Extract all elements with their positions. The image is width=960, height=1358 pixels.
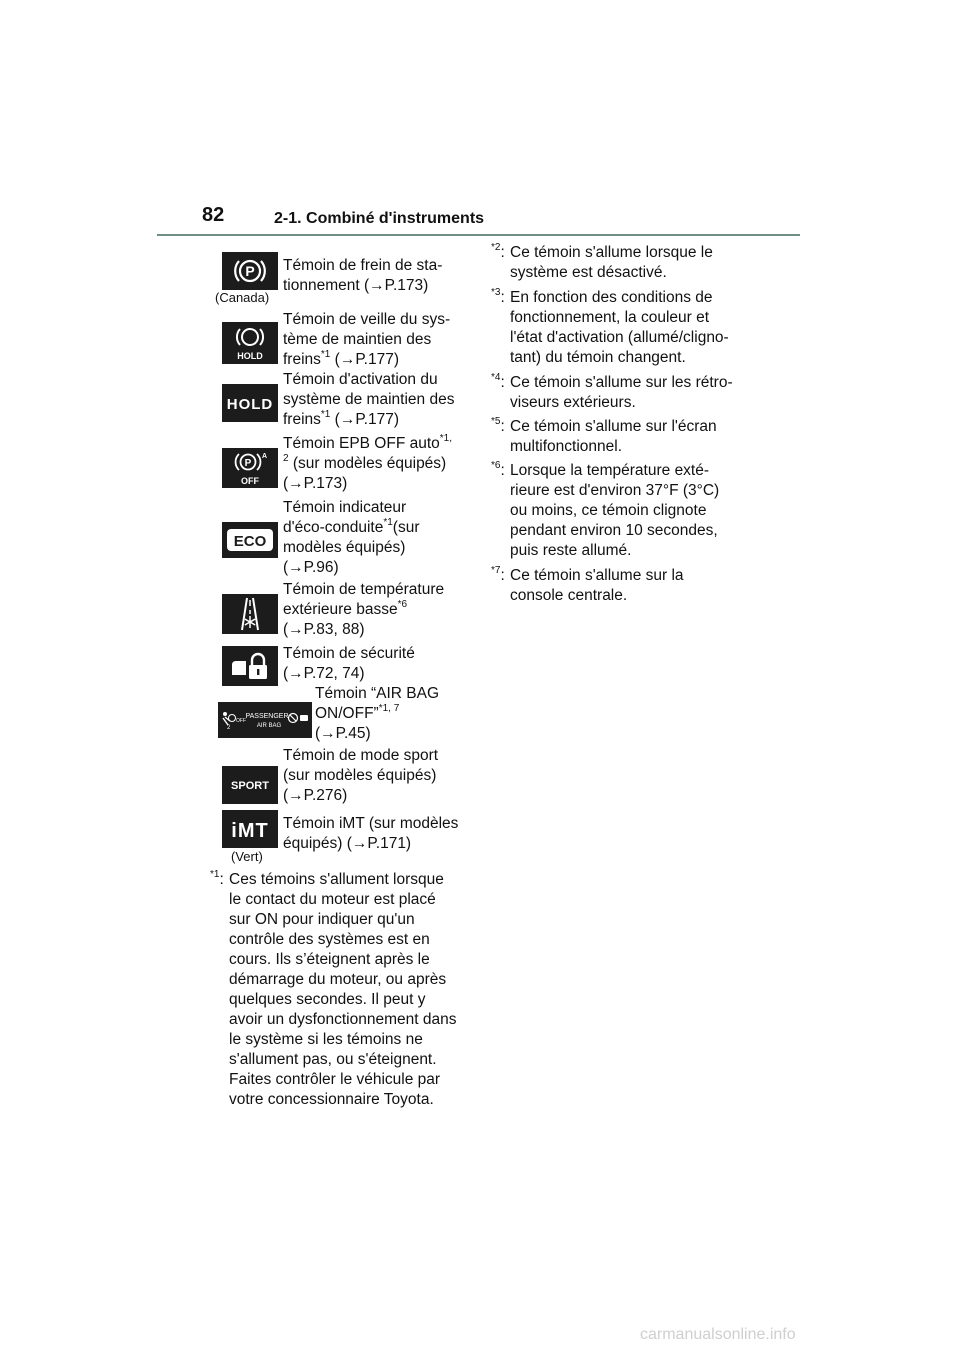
footnote-ref: *1 (383, 517, 393, 528)
desc-text: Témoin EPB OFF auto (283, 435, 440, 452)
desc-line (283, 350, 450, 370)
desc-text: (→P.177) (330, 351, 399, 368)
desc-line (283, 600, 444, 620)
footnote-line: Faites contrôler le véhicule par (229, 1071, 441, 1088)
indicator-row-brake-hold-standby (210, 308, 480, 370)
desc-line (283, 410, 454, 430)
footnote-2 (491, 243, 761, 283)
desc-text: d'éco-conduite (283, 519, 384, 536)
indicator-description (283, 580, 444, 640)
footnote-line: cours. Ils s’éteignent après le (229, 951, 430, 968)
footnote-line: viseurs extérieurs. (510, 394, 636, 411)
footnote-line: votre concessionnaire Toyota. (229, 1091, 434, 1108)
desc-line: Témoin de frein de sta- (283, 257, 443, 274)
footnote-text (510, 243, 713, 283)
footnote-6 (491, 461, 761, 561)
footnote-ref: *6 (397, 599, 408, 610)
svg-text:P: P (245, 263, 255, 279)
header-divider (157, 234, 800, 236)
indicator-row-imt (210, 810, 480, 872)
footnote-marker: *3 (491, 287, 501, 298)
icon-caption-canada: (Canada) (215, 290, 270, 305)
svg-text:SPORT: SPORT (231, 780, 269, 792)
indicator-description (283, 434, 452, 494)
indicator-row-sport-mode (210, 746, 480, 808)
svg-text:HOLD: HOLD (237, 351, 263, 361)
footnote-line: fonctionnement, la couleur et (510, 309, 710, 326)
desc-text: extérieure basse (283, 601, 398, 618)
brake-hold-standby-icon (222, 322, 278, 364)
desc-line (283, 454, 452, 474)
desc-line (283, 518, 420, 538)
indicator-description (283, 814, 458, 854)
footnote-line: rieure est d'environ 37°F (3°C) (510, 482, 720, 499)
desc-line: Témoin de veille du sys- (283, 311, 451, 328)
desc-line: Témoin indicateur (283, 499, 407, 516)
footnote-text (510, 288, 729, 368)
indicator-description (283, 370, 454, 430)
footnote-line: sur ON pour indiquer qu'un (229, 911, 415, 928)
desc-line: tionnement (→P.173) (283, 277, 429, 294)
footnote-line: le contact du moteur est placé (229, 891, 436, 908)
footnote-key: $^{*5}$: (491, 416, 505, 435)
svg-text:iMT: iMT (231, 820, 269, 842)
epb-off-icon (222, 448, 278, 488)
footnote-line: Ce témoin s'allume sur la (510, 567, 684, 584)
desc-line: (→P.173) (283, 475, 348, 492)
indicator-description (283, 644, 415, 684)
footnote-line: avoir un dysfonctionnement dans (229, 1011, 457, 1028)
svg-text:OFF: OFF (236, 718, 246, 724)
desc-line: Témoin de température (283, 581, 445, 598)
icon-caption-green: (Vert) (231, 849, 263, 864)
footnote-text (229, 870, 456, 1110)
footnote-marker: *7 (491, 565, 501, 576)
indicator-description (283, 256, 442, 296)
svg-text:HOLD: HOLD (226, 396, 274, 413)
indicator-row-parking-brake (210, 252, 480, 310)
footnote-ref: *1, 7 (378, 703, 400, 714)
desc-text: (sur (392, 519, 420, 536)
footnote-line: s'allument pas, ou s'éteignent. (229, 1051, 437, 1068)
svg-text:P: P (244, 458, 252, 469)
desc-line: Témoin iMT (sur modèles (283, 815, 459, 832)
desc-line: système de maintien des (283, 391, 455, 408)
desc-line: (sur modèles équipés) (283, 767, 437, 784)
footnote-line: Ce témoin s'allume sur l'écran (510, 418, 717, 435)
svg-text:2: 2 (227, 725, 231, 731)
footnote-key: $^{*7}$: (491, 565, 505, 584)
footnote-ref: *1 (320, 349, 331, 360)
airbag-on-off-icon (218, 702, 312, 738)
footnote-line: démarrage du moteur, ou après (229, 971, 447, 988)
footnote-text (510, 373, 733, 413)
footnote-line: multifonctionnel. (510, 438, 623, 455)
indicator-description (283, 310, 450, 370)
footnote-marker: *4 (491, 372, 501, 383)
footnote-key: $^{*3}$: (491, 287, 505, 306)
desc-text: ON/OFF” (315, 705, 379, 722)
watermark: carmanualsonline.info (640, 1326, 796, 1343)
svg-text:OFF: OFF (241, 476, 259, 486)
desc-text: freins (283, 351, 321, 368)
footnote-7 (491, 566, 761, 606)
footnote-key: $^{*1}$: (210, 869, 224, 888)
footnote-marker: *1 (210, 869, 220, 880)
desc-line: Témoin d'activation du (283, 371, 438, 388)
footnote-line: contrôle des systèmes est en (229, 931, 430, 948)
footnote-line: Ce témoin s'allume sur les rétro- (510, 374, 733, 391)
desc-line (283, 434, 452, 454)
desc-line: équipés) (→P.171) (283, 835, 412, 852)
imt-icon (222, 810, 278, 848)
desc-line: Témoin de sécurité (283, 645, 415, 662)
svg-text:A: A (262, 453, 268, 460)
indicator-row-eco (210, 496, 480, 580)
footnote-3 (491, 288, 761, 368)
low-temperature-icon (222, 594, 278, 634)
footnote-line: système est désactivé. (510, 264, 667, 281)
indicator-description (283, 746, 438, 806)
footnote-marker: *5 (491, 416, 501, 427)
indicator-row-epb-off (210, 434, 480, 500)
indicator-description (283, 498, 420, 578)
footnote-text (510, 566, 684, 606)
desc-line (315, 704, 439, 724)
desc-line: (→P.83, 88) (283, 621, 365, 638)
svg-text:ECO: ECO (233, 533, 267, 550)
footnote-line: En fonction des conditions de (510, 289, 713, 306)
footnote-line: ou moins, ce témoin clignote (510, 502, 707, 519)
desc-line: Témoin “AIR BAG (315, 685, 440, 702)
footnote-line: Lorsque la température exté- (510, 462, 710, 479)
desc-line: modèles équipés) (283, 539, 406, 556)
indicator-row-airbag-on-off (210, 684, 480, 746)
svg-text:PASSENGER: PASSENGER (245, 713, 289, 720)
desc-line: (→P.45) (315, 725, 371, 742)
footnote-line: puis reste allumé. (510, 542, 632, 559)
svg-text:AIR BAG: AIR BAG (256, 723, 282, 729)
footnote-line: tant) du témoin changent. (510, 349, 686, 366)
footnote-ref: *1 (320, 409, 331, 420)
footnote-key: $^{*2}$: (491, 242, 505, 261)
footnote-text (510, 461, 719, 561)
footnote-line: console centrale. (510, 587, 628, 604)
footnote-marker: *6 (491, 460, 501, 471)
indicator-row-brake-hold-operated (210, 370, 480, 434)
parking-brake-icon (222, 252, 278, 290)
footnote-5 (491, 417, 761, 457)
page-header (157, 204, 800, 236)
footnote-marker: *2 (491, 242, 501, 253)
page-number: 82 (202, 204, 225, 226)
footnote-line: Ces témoins s'allument lorsque (229, 871, 444, 888)
desc-text: (sur modèles équipés) (288, 455, 447, 472)
desc-line: tème de maintien des (283, 331, 432, 348)
section-title: 2-1. Combiné d'instruments (274, 210, 485, 227)
footnote-text (510, 417, 717, 457)
footnote-ref: *1, (439, 433, 453, 444)
footnote-1 (210, 870, 480, 1110)
desc-text: (→P.177) (330, 411, 399, 428)
desc-line: (→P.96) (283, 559, 339, 576)
footnote-line: le système si les témoins ne (229, 1031, 423, 1048)
desc-line: Témoin de mode sport (283, 747, 439, 764)
desc-line: (→P.72, 74) (283, 665, 365, 682)
indicator-row-low-temperature (210, 578, 480, 644)
security-icon (222, 646, 278, 686)
footnote-line: pendant environ 10 secondes, (510, 522, 718, 539)
footnote-4 (491, 373, 761, 413)
brake-hold-operated-icon (222, 384, 278, 422)
eco-icon (222, 522, 278, 558)
desc-text: freins (283, 411, 321, 428)
footnote-ref: 2 (283, 453, 289, 464)
indicator-description (315, 684, 439, 744)
footnote-key: $^{*4}$: (491, 372, 505, 391)
footnote-line: l'état d'activation (allumé/cligno- (510, 329, 729, 346)
footnote-line: Ce témoin s'allume lorsque le (510, 244, 713, 261)
footnote-line: quelques secondes. Il peut y (229, 991, 426, 1008)
footnote-key: $^{*6}$: (491, 460, 505, 479)
sport-mode-icon (222, 766, 278, 804)
desc-line: (→P.276) (283, 787, 348, 804)
